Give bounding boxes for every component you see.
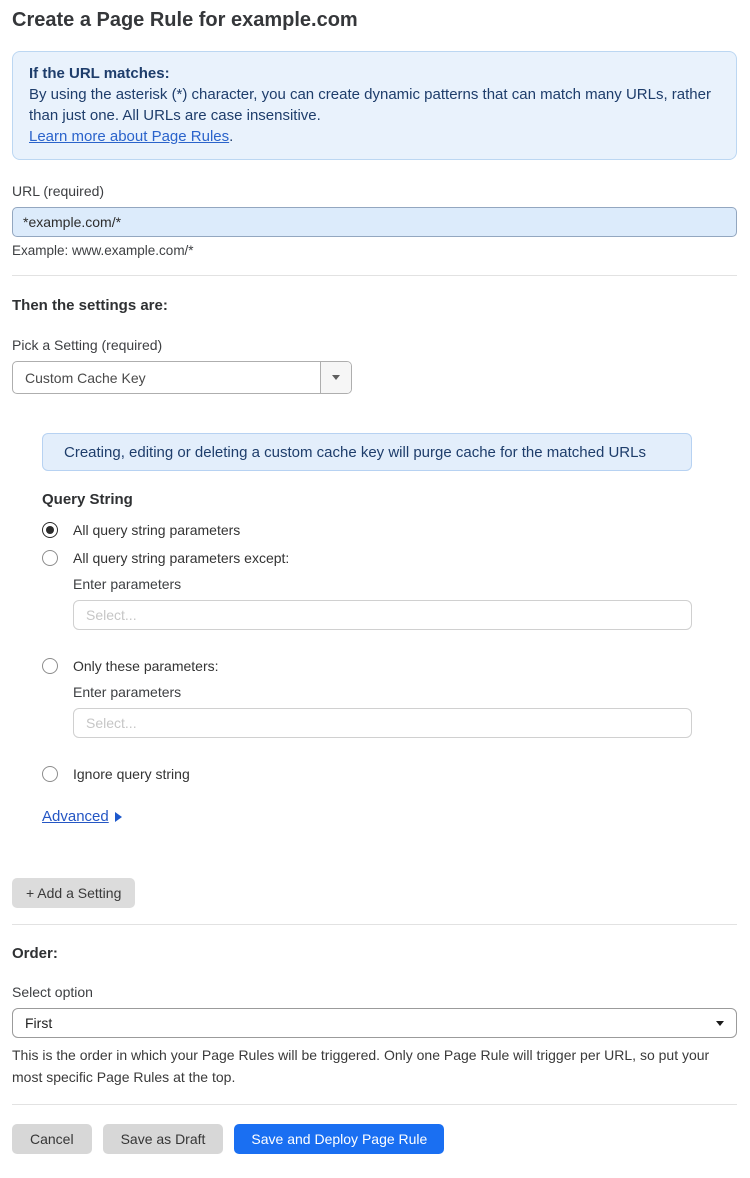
radio-all-query-params[interactable] (42, 522, 737, 538)
url-input[interactable] (12, 207, 737, 237)
advanced-link[interactable] (42, 808, 122, 826)
cache-purge-notice (42, 433, 692, 471)
chevron-down-icon (332, 375, 340, 380)
radio-label: Only these parameters: (73, 658, 219, 674)
radio-selected-icon (42, 522, 58, 538)
setting-select-arrow-button[interactable] (320, 362, 351, 393)
radio-unselected-icon (42, 766, 58, 782)
add-setting-button[interactable]: + Add a Setting (12, 878, 135, 908)
settings-section-heading: Then the settings are: (12, 297, 168, 314)
info-box-body: By using the asterisk (*) character, you can create dynamic patterns that can match many URLs, rather than just one. All URLs are case insensitive. (29, 86, 711, 124)
divider (12, 1104, 737, 1105)
chevron-down-icon (716, 1021, 724, 1026)
radio-only-these-params[interactable] (42, 658, 737, 674)
order-help-text: This is the order in which your Page Rules will be triggered. Only one Page Rule will trigger per URL, so put your most specific Page Rules at the top. (12, 1047, 710, 1085)
save-and-deploy-button[interactable]: Save and Deploy Page Rule (234, 1124, 444, 1154)
cancel-button[interactable]: Cancel (12, 1124, 92, 1154)
enter-parameters-label: Enter parameters (73, 576, 182, 592)
cache-purge-notice-text: Creating, editing or deleting a custom cache key will purge cache for the matched URLs (64, 443, 646, 461)
advanced-link-label: Advanced (42, 808, 109, 825)
radio-label: All query string parameters (73, 522, 241, 538)
create-page-rule-form (0, 8, 750, 1178)
page-title: Create a Page Rule for example.com (12, 9, 358, 31)
info-box-link-line (29, 126, 720, 147)
url-match-info-box (12, 51, 737, 160)
setting-select[interactable] (12, 361, 352, 394)
link-period: . (229, 128, 234, 145)
url-field-label: URL (required) (12, 183, 105, 199)
except-parameters-input[interactable] (73, 600, 692, 630)
learn-more-link[interactable]: Learn more about Page Rules (29, 128, 230, 145)
query-string-heading: Query String (42, 491, 133, 508)
order-select[interactable] (12, 1008, 737, 1038)
divider (12, 924, 737, 925)
only-parameters-input[interactable] (73, 708, 692, 738)
action-button-row (12, 1124, 737, 1154)
enter-parameters-label: Enter parameters (73, 684, 182, 700)
radio-ignore-query-string[interactable] (42, 766, 737, 782)
save-as-draft-button[interactable]: Save as Draft (103, 1124, 224, 1154)
radio-all-params-except[interactable] (42, 550, 737, 566)
radio-unselected-icon (42, 658, 58, 674)
pick-setting-label: Pick a Setting (required) (12, 337, 163, 353)
url-example-text: Example: www.example.com/* (12, 243, 194, 258)
divider (12, 275, 737, 276)
select-option-label: Select option (12, 984, 93, 1000)
chevron-right-icon (115, 812, 122, 822)
radio-label: Ignore query string (73, 766, 190, 782)
radio-unselected-icon (42, 550, 58, 566)
order-select-value: First (25, 1015, 53, 1031)
info-box-heading: If the URL matches: (29, 65, 170, 82)
radio-label: All query string parameters except: (73, 550, 290, 566)
setting-select-value: Custom Cache Key (25, 369, 146, 386)
order-heading: Order: (12, 945, 58, 962)
